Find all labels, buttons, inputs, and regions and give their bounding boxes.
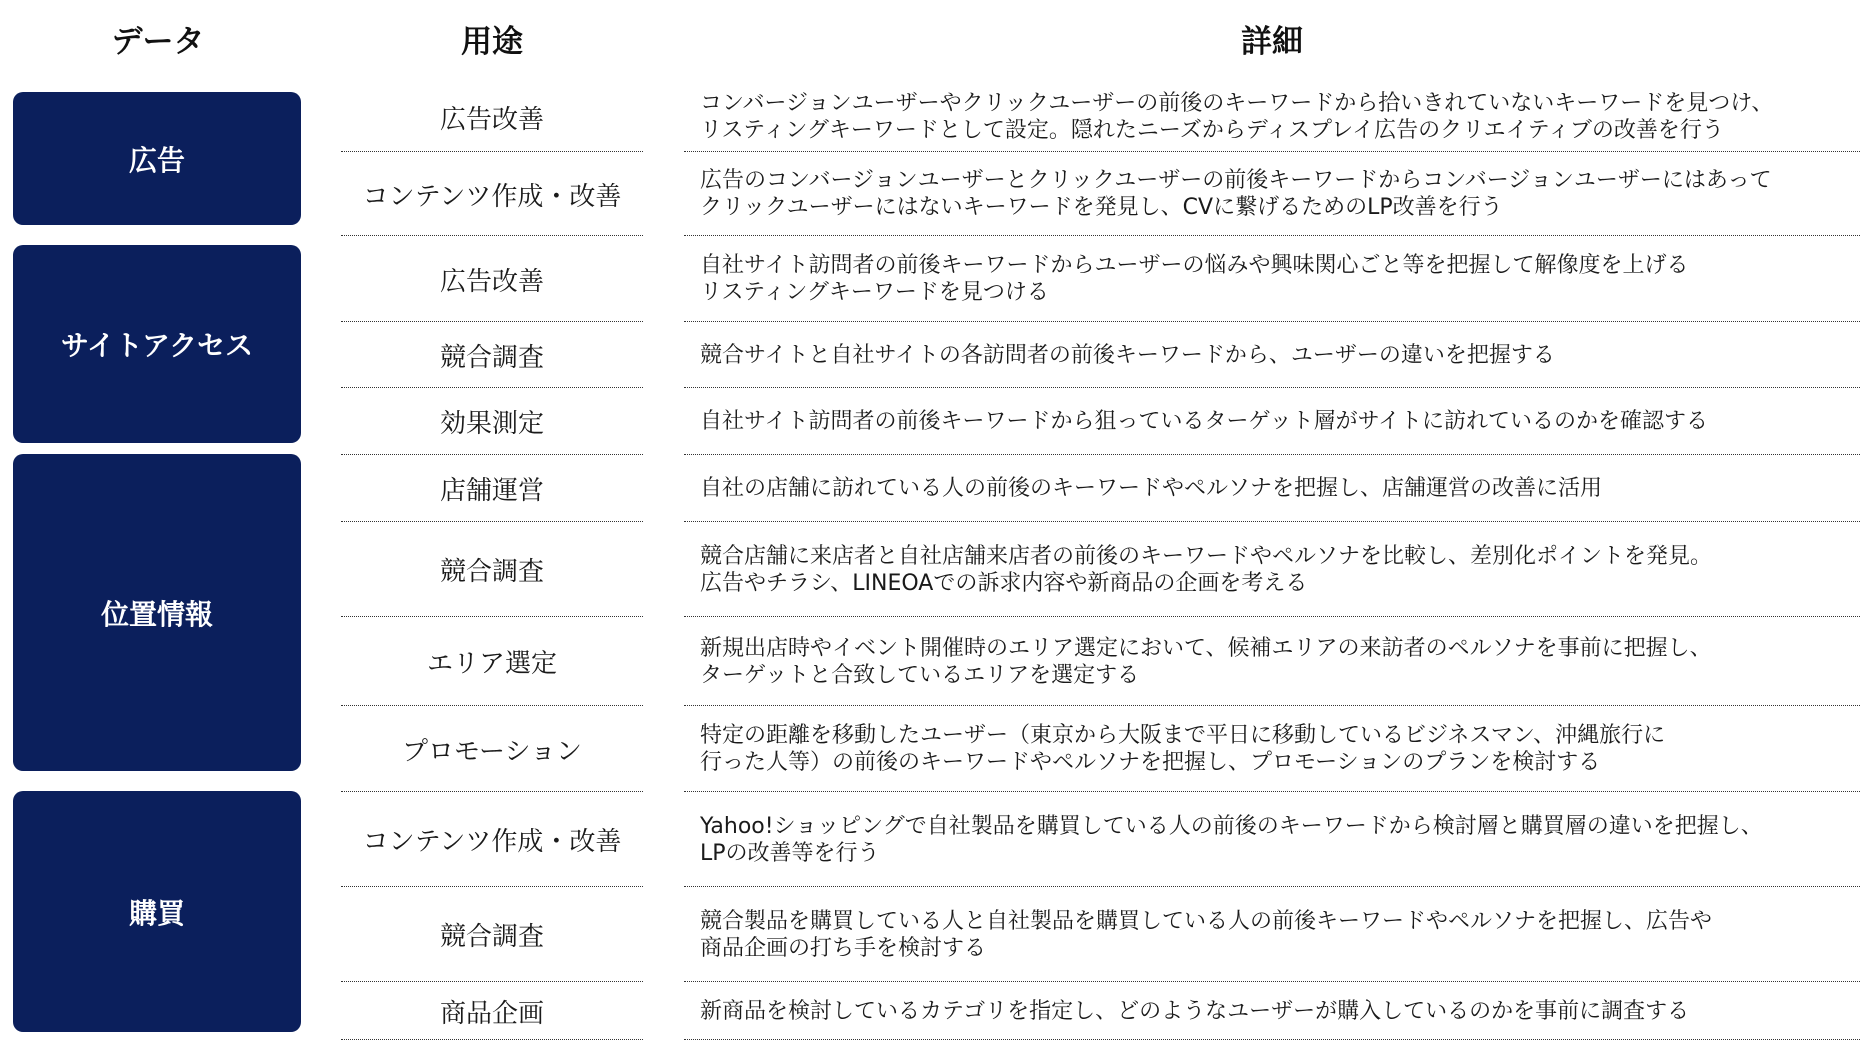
detail-cell xyxy=(700,152,1850,236)
table-row xyxy=(0,617,1860,706)
use-cell: 店舗運営 xyxy=(439,476,544,506)
detail-cell xyxy=(700,82,1850,152)
detail-line: 行った人等）の前後のキーワードやペルソナを把握し、プロモーションのプランを検討する xyxy=(700,750,1601,775)
detail-line: コンバージョンユーザーやクリックユーザーの前後のキーワードから拾いきれていないキーワードを見つけ、 xyxy=(700,91,1774,116)
detail-line: 新商品を検討しているカテゴリを指定し、どのようなユーザーが購入しているのかを事前に調査する xyxy=(700,998,1690,1024)
detail-cell xyxy=(700,792,1850,887)
use-cell: コンテンツ作成・改善 xyxy=(362,827,622,857)
column-header-use: 用途 xyxy=(461,24,523,60)
detail-cell xyxy=(700,706,1850,792)
detail-cell xyxy=(700,322,1850,388)
detail-line: クリックユーザーにはないキーワードを発見し、CVに繋げるためのLP改善を行う xyxy=(700,195,1503,220)
use-cell: 広告改善 xyxy=(439,104,544,135)
category-purchase: 購買 xyxy=(13,791,301,1032)
table-row xyxy=(0,236,1860,322)
use-cell: 効果測定 xyxy=(439,409,544,439)
detail-line: LPの改善等を行う xyxy=(700,840,880,866)
use-cell: 競合調査 xyxy=(439,922,544,952)
use-cell: 広告改善 xyxy=(439,266,544,297)
detail-cell xyxy=(700,388,1850,455)
table-row xyxy=(0,982,1860,1040)
detail-line: 商品企画の打ち手を検討する xyxy=(700,935,987,961)
detail-cell xyxy=(700,236,1850,322)
detail-line: リスティングキーワードを見つける xyxy=(700,280,1049,305)
detail-cell xyxy=(700,982,1850,1040)
detail-line: 競合サイトと自社サイトの各訪問者の前後キーワードから、ユーザーの違いを把握する xyxy=(700,342,1555,368)
detail-line: 新規出店時やイベント開催時のエリア選定において、候補エリアの来訪者のペルソナを事前に把握し、 xyxy=(700,635,1712,661)
detail-line: ターゲットと合致しているエリアを選定する xyxy=(700,662,1140,688)
row-separator xyxy=(341,1039,643,1040)
detail-cell xyxy=(700,617,1850,706)
use-cell: プロモーション xyxy=(402,736,582,767)
category-site-access: サイトアクセス xyxy=(13,245,301,443)
detail-cell xyxy=(700,522,1850,617)
table-row xyxy=(0,322,1860,388)
column-header-detail: 詳細 xyxy=(1241,24,1303,60)
detail-line: 広告やチラシ、LINEOAでの訴求内容や新商品の企画を考える xyxy=(700,570,1308,596)
table-row xyxy=(0,152,1860,236)
use-cell: 競合調査 xyxy=(439,557,544,587)
row-separator xyxy=(684,1039,1860,1040)
detail-line: 競合店舗に来店者と自社店舗来店者の前後のキーワードやペルソナを比較し、差別化ポイントを発見。 xyxy=(700,543,1713,569)
detail-cell xyxy=(700,887,1850,982)
detail-line: 広告のコンバージョンユーザーとクリックユーザーの前後キーワードからコンバージョンユーザーにはあって xyxy=(700,168,1772,193)
table-row xyxy=(0,455,1860,522)
detail-line: 競合製品を購買している人と自社製品を購買している人の前後キーワードやペルソナを把握し、広告や xyxy=(700,908,1713,934)
detail-line: Yahoo!ショッピングで自社製品を購買している人の前後のキーワードから検討層と購買層の違いを把握し、 xyxy=(700,813,1763,839)
column-header-data: データ xyxy=(111,24,205,60)
category-ad: 広告 xyxy=(13,92,301,225)
table-row xyxy=(0,388,1860,455)
detail-cell xyxy=(700,455,1850,522)
table-row xyxy=(0,792,1860,887)
table-row xyxy=(0,706,1860,792)
use-cell: 商品企画 xyxy=(439,998,544,1029)
detail-line: 自社サイト訪問者の前後キーワードからユーザーの悩みや興味関心ごと等を把握して解像度を上げる xyxy=(700,253,1689,278)
category-location: 位置情報 xyxy=(13,454,301,771)
use-cell: 競合調査 xyxy=(439,342,544,373)
table-row xyxy=(0,522,1860,617)
use-cell: コンテンツ作成・改善 xyxy=(362,181,622,212)
table-row xyxy=(0,887,1860,982)
detail-line: 自社サイト訪問者の前後キーワードから狙っているターゲット層がサイトに訪れているのかを確認する xyxy=(700,409,1709,434)
use-cell: エリア選定 xyxy=(426,649,557,679)
detail-line: 特定の距離を移動したユーザー（東京から大阪まで平日に移動しているビジネスマン、沖縄旅行に xyxy=(700,723,1666,748)
detail-line: リスティングキーワードとして設定。隠れたニーズからディスプレイ広告のクリエイティブの改善を行う xyxy=(700,118,1724,143)
table-row xyxy=(0,82,1860,152)
detail-line: 自社の店舗に訪れている人の前後のキーワードやペルソナを把握し、店舗運営の改善に活用 xyxy=(700,476,1603,501)
